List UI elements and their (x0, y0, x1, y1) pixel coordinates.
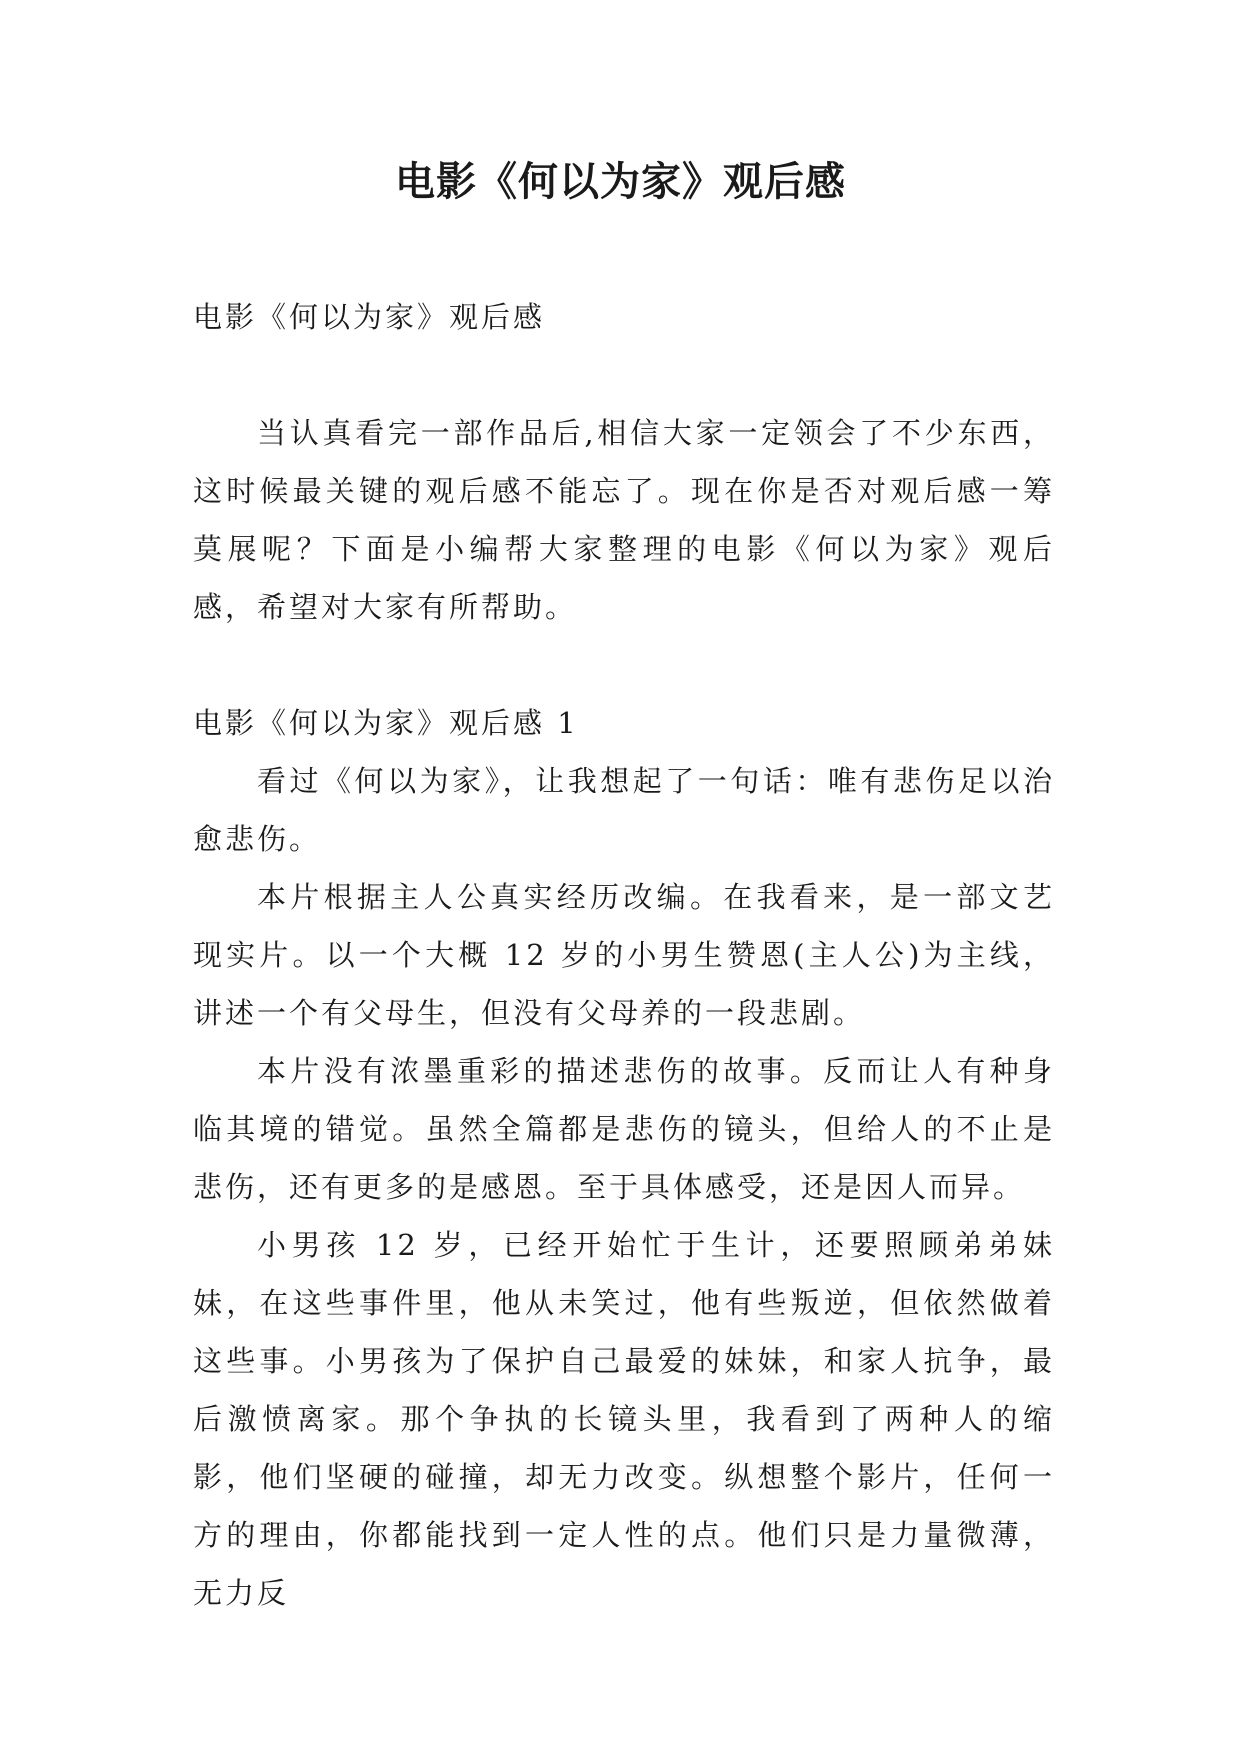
body-paragraph: 本片根据主人公真实经历改编。在我看来，是一部文艺现实片。以一个大概 12 岁的小男生赞恩(主人公)为主线，讲述一个有父母生，但没有父母养的一段悲剧。 (193, 880, 1055, 1030)
document-body (193, 288, 1055, 1622)
subtitle: 电影《何以为家》观后感 (193, 300, 546, 334)
intro-paragraph: 当认真看完一部作品后,相信大家一定领会了不少东西，这时候最关键的观后感不能忘了。现在你是否对观后感一筹莫展呢？下面是小编帮大家整理的电影《何以为家》观后感，希望对大家有所帮助。 (193, 416, 1055, 624)
body-paragraph: 小男孩 12 岁，已经开始忙于生计，还要照顾弟弟妹妹，在这些事件里，他从未笑过，他有些叛逆，但依然做着这些事。小男孩为了保护自己最爱的妹妹，和家人抗争，最后激愤离家。那个争执的长镜头里，我看到了两种人的缩影，他们坚硬的碰撞，却无力改变。纵想整个影片，任何一方的理由，你都能找到一定人性的点。他们只是力量微薄，无力反 (193, 1228, 1055, 1610)
section-heading: 电影《何以为家》观后感 1 (193, 706, 579, 740)
body-paragraph: 本片没有浓墨重彩的描述悲伤的故事。反而让人有种身临其境的错觉。虽然全篇都是悲伤的镜头，但给人的不止是悲伤，还有更多的是感恩。至于具体感受，还是因人而异。 (193, 1054, 1055, 1204)
document-title: 电影《何以为家》观后感 (395, 159, 846, 205)
body-paragraph: 看过《何以为家》，让我想起了一句话：唯有悲伤足以治愈悲伤。 (193, 764, 1055, 856)
